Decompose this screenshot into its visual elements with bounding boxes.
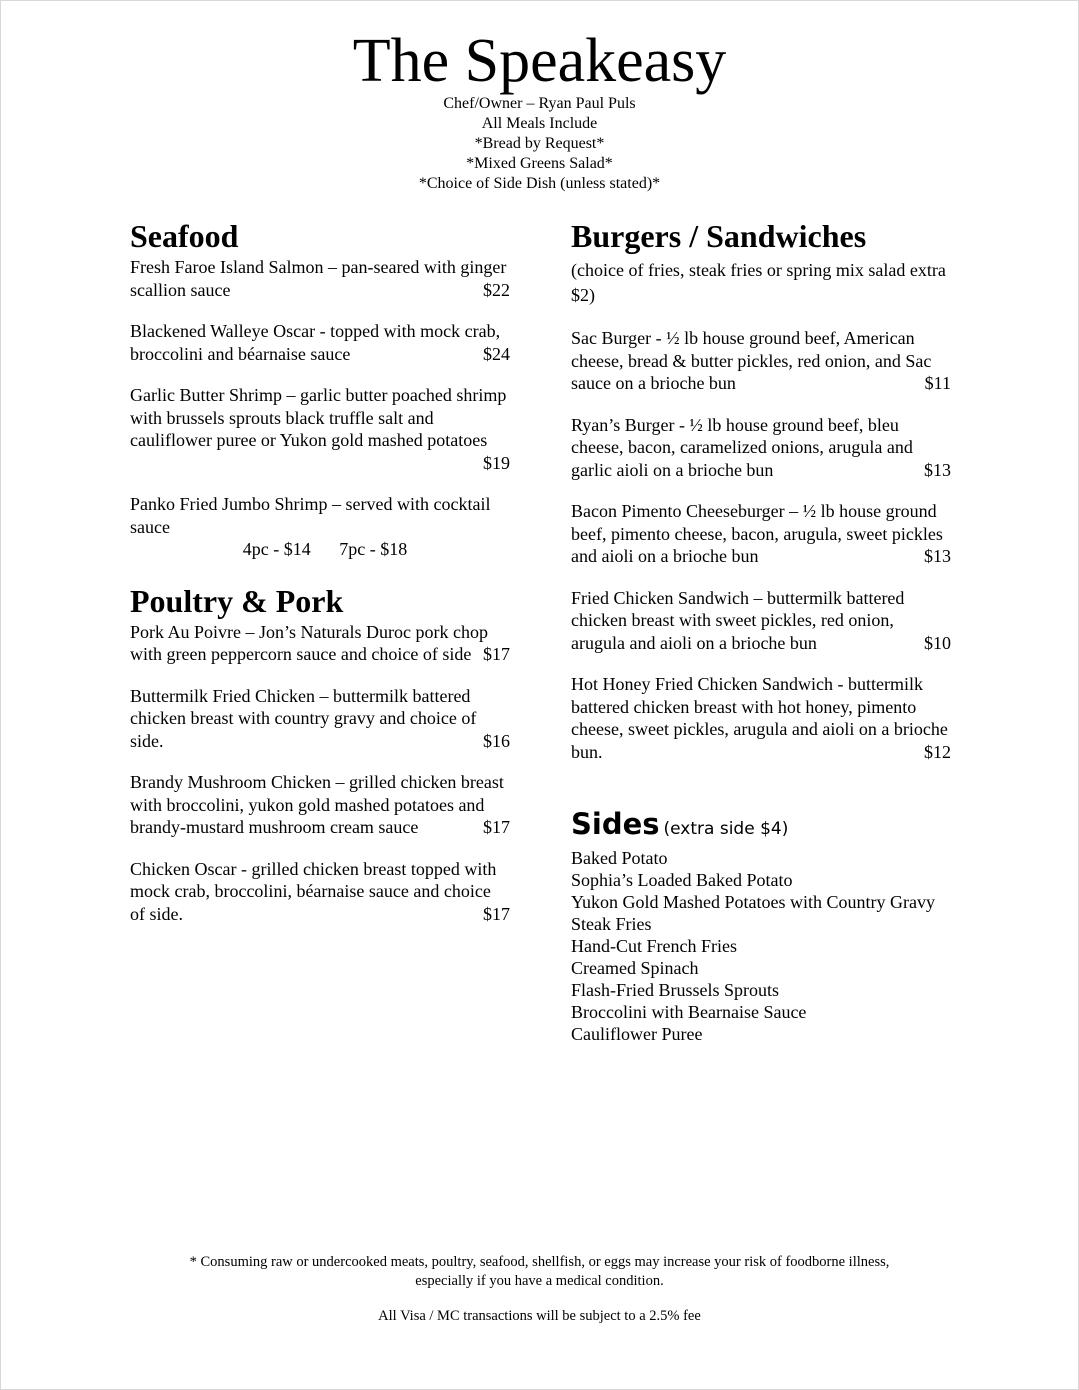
sides-note: (extra side $4)	[663, 819, 789, 839]
item-description: Chicken Oscar - grilled chicken breast topped with mock crab, broccolini, béarnaise sauce and choice of side.	[130, 858, 497, 924]
item-price: $22	[483, 279, 510, 300]
menu-item	[571, 327, 951, 395]
menu-item	[130, 858, 510, 926]
menu-item	[571, 500, 951, 568]
item-price: $17	[483, 644, 510, 664]
restaurant-title: The Speakeasy	[352, 27, 727, 95]
item-price: $13	[924, 459, 951, 480]
side-item: Flash-Fried Brussels Sprouts	[571, 980, 780, 1000]
side-item: Hand-Cut French Fries	[571, 936, 737, 956]
sides-header	[571, 807, 951, 841]
bread-line: *Bread by Request*	[474, 135, 605, 152]
item-price: $12	[924, 741, 951, 762]
seafood-title: Seafood	[130, 218, 239, 254]
right-column	[571, 218, 951, 1045]
item-description: Brandy Mushroom Chicken – grilled chicken breast with broccolini, yukon gold mashed potatoes and brandy-mustard mushroom cream sauce	[130, 772, 504, 837]
item-price: $13	[924, 546, 951, 566]
price-4pc: 4pc - $14	[242, 539, 311, 559]
menu-item	[130, 621, 510, 666]
menu-item	[130, 384, 510, 474]
item-description: Bacon Pimento Cheeseburger – ½ lb house ground beef, pimento cheese, bacon, arugula, sweet pickles and aioli on a brioche bun	[571, 501, 943, 566]
side-item: Cauliflower Puree	[571, 1024, 703, 1044]
item-price: $17	[483, 817, 510, 837]
item-description: Pork Au Poivre – Jon’s Naturals Duroc pork chop with green peppercorn sauce and choice of side	[130, 621, 488, 664]
menu-item	[130, 685, 510, 753]
item-description: Hot Honey Fried Chicken Sandwich - buttermilk battered chicken breast with hot honey, pimento cheese, sweet pickles, arugula and aioli on a brioche bun.	[571, 674, 948, 762]
piece-prices	[130, 538, 510, 561]
sides-list	[571, 847, 951, 1045]
item-price: $19	[483, 452, 510, 473]
burgers-title: Burgers / Sandwiches	[571, 218, 867, 254]
side-item: Creamed Spinach	[571, 958, 699, 978]
food-warning-line-1: * Consuming raw or undercooked meats, poultry, seafood, shellfish, or eggs may increase your risk of foodborne illness,	[189, 1254, 890, 1270]
item-description: Blackened Walleye Oscar - topped with mock crab, broccolini and béarnaise sauce	[130, 321, 501, 364]
menu-footer	[0, 1253, 1079, 1326]
item-description: Sac Burger - ½ lb house ground beef, American cheese, bread & butter pickles, red onion, and Sac sauce on a brioche bun	[571, 328, 932, 393]
menu-item	[130, 493, 510, 561]
item-price: $17	[483, 903, 510, 924]
side-item: Steak Fries	[571, 914, 652, 934]
poultry-pork-title: Poultry & Pork	[130, 582, 344, 619]
item-price: $10	[924, 632, 951, 653]
left-column	[130, 218, 510, 925]
meals-include-line: All Meals Include	[481, 115, 598, 132]
chef-owner-line: Chef/Owner – Ryan Paul Puls	[443, 95, 636, 112]
side-item: Broccolini with Bearnaise Sauce	[571, 1002, 807, 1022]
food-warning-line-2: especially if you have a medical condition.	[415, 1273, 664, 1289]
salad-line: *Mixed Greens Salad*	[466, 155, 613, 172]
card-fee-notice: All Visa / MC transactions will be subject to a 2.5% fee	[378, 1308, 701, 1324]
menu-item	[130, 771, 510, 839]
menu-item	[130, 256, 510, 301]
item-price: $11	[924, 373, 951, 393]
side-dish-line: *Choice of Side Dish (unless stated)*	[418, 175, 661, 192]
item-price: $24	[483, 343, 510, 364]
item-description: Panko Fried Jumbo Shrimp – served with cocktail sauce	[130, 494, 491, 537]
item-description: Buttermilk Fried Chicken – buttermilk battered chicken breast with country gravy and choice of side.	[130, 685, 477, 751]
item-description: Garlic Butter Shrimp – garlic butter poached shrimp with brussels sprouts black truffle salt and cauliflower puree or Yukon gold mashed potatoes	[130, 385, 507, 450]
side-item: Baked Potato	[571, 848, 668, 868]
sides-title: Sides	[571, 807, 660, 841]
menu-item	[571, 587, 951, 655]
side-item: Yukon Gold Mashed Potatoes with Country Gravy	[571, 892, 935, 912]
burgers-note: (choice of fries, steak fries or spring mix salad extra $2)	[571, 260, 946, 305]
price-7pc: 7pc - $18	[339, 539, 408, 559]
item-description: Fresh Faroe Island Salmon – pan-seared with ginger scallion sauce	[130, 257, 507, 300]
menu-item	[571, 414, 951, 482]
item-description: Fried Chicken Sandwich – buttermilk battered chicken breast with sweet pickles, red onion, arugula and aioli on a brioche bun	[571, 587, 905, 653]
item-price: $16	[483, 730, 510, 751]
menu-item	[130, 320, 510, 365]
menu-header	[0, 28, 1079, 194]
menu-item	[571, 673, 951, 763]
item-description: Ryan’s Burger - ½ lb house ground beef, bleu cheese, bacon, caramelized onions, arugula and garlic aioli on a brioche bun	[571, 414, 913, 480]
side-item: Sophia’s Loaded Baked Potato	[571, 870, 793, 890]
